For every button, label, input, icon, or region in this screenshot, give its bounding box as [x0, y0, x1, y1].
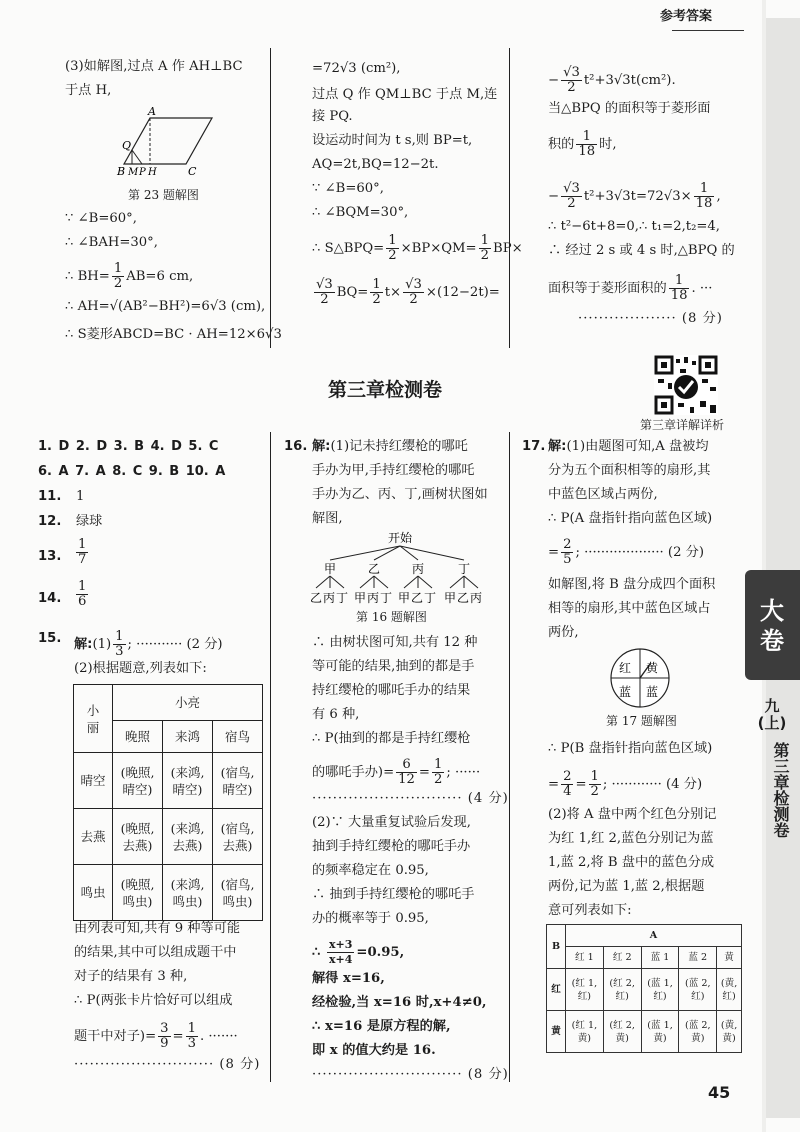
- table-header: 小亮: [113, 685, 263, 721]
- table-header: A: [566, 925, 742, 947]
- answer-11: 1: [76, 489, 85, 504]
- label-h: H: [148, 167, 157, 178]
- page-edge: [766, 18, 800, 1118]
- disk-b-figure: [608, 646, 672, 710]
- figure-caption: 第 16 题解图: [356, 610, 427, 624]
- text-line: ∴ AH=√(AB²−BH²)=6√3 (cm),: [65, 299, 266, 314]
- text-line: 解:(1)由题图可知,A 盘被均: [548, 439, 709, 454]
- answer-12: 绿球: [76, 514, 103, 529]
- tree-node: 丁: [458, 562, 471, 576]
- qr-code: [654, 355, 718, 415]
- segment-qp: [132, 150, 142, 164]
- table-cell: (蓝 1, 红): [641, 969, 679, 1011]
- fraction: $\frac{6}{12}$: [398, 757, 415, 787]
- side-tab-main: [745, 570, 800, 680]
- text-line: 解:(1) $\frac{1}{3}$ ; ··········· (2 分): [74, 629, 223, 659]
- text-line: 意可列表如下:: [548, 903, 632, 918]
- table-cell: (蓝 2, 红): [679, 969, 717, 1011]
- text-line: AQ=2t,BQ=12−2t.: [312, 157, 439, 172]
- side-grade: 九(上): [757, 697, 787, 732]
- text-line: =72√3 (cm²),: [312, 61, 401, 76]
- text-line: 经检验,当 x=16 时,x+4≠0,: [312, 995, 487, 1010]
- text-line: ∴ 抽到手持红缨枪的哪吒手: [312, 887, 475, 902]
- answer-14: [74, 580, 90, 609]
- table-17: [546, 924, 742, 1053]
- fraction: $\frac{1}{3}$: [115, 629, 124, 659]
- label-b: B: [117, 165, 126, 178]
- text-line: 有 6 种,: [312, 707, 360, 722]
- table-col-header: 红 2: [603, 947, 641, 969]
- side-section: 第三章检测卷: [771, 742, 790, 838]
- table-cell: (红 1, 红): [566, 969, 604, 1011]
- fraction: $\frac{1}{2}$: [372, 277, 381, 307]
- table-cell: (晚照, 去燕): [113, 809, 163, 865]
- fraction: $\frac{3}{9}$: [160, 1021, 169, 1051]
- text-line: ∴ x=16 是原方程的解,: [312, 1019, 451, 1034]
- text-line: 持红缨枪的哪吒手办的结果: [312, 683, 471, 698]
- text-line: ∴ P(A 盘指针指向蓝色区域): [548, 511, 713, 526]
- page-edge-shadow: [762, 0, 766, 1132]
- table-cell: (宿鸟, 去燕): [213, 809, 263, 865]
- sector-label: 黄: [646, 661, 659, 675]
- fraction: $\frac{1}{18}$: [578, 129, 596, 159]
- fraction: $\frac{1}{3}$: [187, 1021, 196, 1051]
- table-row-header: 晴空: [74, 753, 113, 809]
- text-line: ∴ P(两张卡片恰好可以组成: [74, 993, 233, 1008]
- text-line: 面积等于菱形面积的 $\frac{1}{18}$ . ···: [548, 273, 713, 303]
- chapter-title: 第三章检测卷: [328, 379, 443, 401]
- fraction: $\frac{1}{2}$: [433, 757, 443, 787]
- question-number: 11.: [38, 489, 62, 504]
- figure-caption: 第 23 题解图: [128, 188, 199, 202]
- table-cell: (红 2, 黄): [603, 1011, 641, 1053]
- text-line: 设运动时间为 t s,则 BP=t,: [312, 133, 473, 148]
- text-line: ∴ S菱形ABCD=BC · AH=12×6√3: [65, 327, 282, 342]
- column-divider: [509, 432, 510, 1082]
- fraction: $\frac{2}{5}$: [563, 537, 572, 567]
- text-line: = $\frac{2}{5}$ ; ··················· (2 分): [548, 537, 704, 567]
- tree-node: 乙: [368, 562, 381, 576]
- text-line: 即 x 的值大约是 16.: [312, 1043, 436, 1058]
- table-cell: (晚照, 晴空): [113, 753, 163, 809]
- text-line: 解:(1)记未持红缨枪的哪吒: [312, 439, 468, 454]
- table-cell: (来鸿, 鸣虫): [163, 865, 213, 921]
- tree-diagram-16: [302, 528, 498, 616]
- text-line: 题干中对子)= $\frac{3}{9}$ = $\frac{1}{3}$ . ·······: [74, 1021, 238, 1051]
- table-col-header: 蓝 1: [641, 947, 679, 969]
- text-line: 的频率稳定在 0.95,: [312, 863, 429, 878]
- table-cell: (来鸿, 晴空): [163, 753, 213, 809]
- question-number: 16.: [284, 439, 308, 454]
- text-line: 办的概率等于 0.95,: [312, 911, 429, 926]
- column-divider: [509, 48, 510, 348]
- text-line: ∴ P(抽到的都是手持红缨枪: [312, 731, 471, 746]
- label-q: Q: [122, 139, 132, 152]
- table-cell: (蓝 1, 黄): [641, 1011, 679, 1053]
- fraction: $\frac{√3}{2}$: [563, 181, 580, 211]
- sector-label: 红: [619, 661, 632, 675]
- table-col-header: 红 1: [566, 947, 604, 969]
- table-cell: (黄, 黄): [717, 1011, 742, 1053]
- text-line: 相等的扇形,其中蓝色区域占: [548, 601, 711, 616]
- table-row: [547, 1011, 742, 1053]
- text-line: 手办为乙、丙、丁,画树状图如: [312, 487, 488, 502]
- answers-row-2: 6. A 7. A 8. C 9. B 10. A: [38, 464, 226, 479]
- text-line: $\frac{√3}{2}$ BQ= $\frac{1}{2}$ t× $\frac{√3}{2}$ ×(12−2t)=: [316, 277, 500, 307]
- text-line: 对子的结果有 3 种,: [74, 969, 188, 984]
- text-line: ∴ 经过 2 s 或 4 s 时,△BPQ 的: [548, 243, 735, 258]
- text-line: 接 PQ.: [312, 109, 353, 124]
- answer-13: [74, 538, 90, 567]
- header-rule: [672, 30, 744, 31]
- table-cell: (晚照, 鸣虫): [113, 865, 163, 921]
- qr-caption: 第三章详解详析: [640, 418, 725, 432]
- tree-root: 开始: [388, 531, 413, 545]
- text-line: − $\frac{√3}{2}$ t²+3√3t(cm²).: [548, 65, 676, 95]
- tree-leaves: 甲乙丁: [398, 591, 438, 605]
- table-cell: (宿鸟, 鸣虫): [213, 865, 263, 921]
- text-line: (2)根据题意,列表如下:: [74, 661, 207, 676]
- table-corner: 小 丽: [74, 685, 113, 753]
- table-15: [73, 684, 263, 921]
- table-cell: (宿鸟, 晴空): [213, 753, 263, 809]
- table-cell: (来鸿, 去燕): [163, 809, 213, 865]
- table-row: [547, 969, 742, 1011]
- text-line: 中蓝色区域占两份,: [548, 487, 658, 502]
- table-row-header: 黄: [547, 1011, 566, 1053]
- text-line: 由列表可知,共有 9 种等可能: [74, 921, 241, 936]
- text-line: 的哪吒手办)= $\frac{6}{12}$ = $\frac{1}{2}$ ; ······: [312, 757, 481, 787]
- table-col-header: 宿鸟: [213, 721, 263, 753]
- page-number: 45: [708, 1083, 731, 1102]
- fraction: $\frac{1}{2}$: [113, 261, 123, 291]
- table-row: [74, 753, 263, 809]
- label-c: C: [188, 165, 197, 178]
- tree-node: 甲: [324, 562, 337, 576]
- answers-row-1: 1. D 2. D 3. B 4. D 5. C: [38, 439, 219, 454]
- text-line: 手办为甲,手持红缨枪的哪吒: [312, 463, 475, 478]
- question-number: 15.: [38, 631, 62, 646]
- table-cell: (黄, 红): [717, 969, 742, 1011]
- text-line: 于点 H,: [65, 83, 112, 98]
- text-line: 的结果,其中可以组成题干中: [74, 945, 237, 960]
- table-cell: (红 2, 红): [603, 969, 641, 1011]
- column-divider: [270, 432, 271, 1082]
- tree-node: 丙: [412, 562, 425, 576]
- table-row: [74, 865, 263, 921]
- tree-branch: [330, 546, 400, 560]
- table-row-header: 红: [547, 969, 566, 1011]
- text-line: ∴ $\frac{x+3}{x+4}$ =0.95,: [312, 938, 405, 966]
- text-line: 积的 $\frac{1}{18}$ 时,: [548, 129, 617, 159]
- text-line: (2)∵ 大量重复试验后发现,: [312, 815, 471, 830]
- text-line: ∴ t²−6t+8=0,∴ t₁=2,t₂=4,: [548, 219, 720, 234]
- table-cell: (红 1, 黄): [566, 1011, 604, 1053]
- table-col-header: 蓝 2: [679, 947, 717, 969]
- question-number: 14.: [38, 591, 62, 606]
- label-m: M: [128, 167, 139, 178]
- question-number: 17.: [522, 439, 546, 454]
- text-line: ∴ BH= $\frac{1}{2}$ AB=6 cm,: [65, 261, 194, 291]
- question-number: 12.: [38, 514, 62, 529]
- text-line: − $\frac{√3}{2}$ t²+3√3t=72√3× $\frac{1}{18}$ ,: [548, 181, 721, 211]
- score-line: ····························· (8 分): [312, 1067, 509, 1082]
- table-col-header: 黄: [717, 947, 742, 969]
- text-line: ∴ 由树状图可知,共有 12 种: [312, 635, 478, 650]
- text-line: 抽到手持红缨枪的哪吒手办: [312, 839, 471, 854]
- text-line: 解图,: [312, 511, 343, 526]
- text-line: ∴ ∠BAH=30°,: [65, 235, 158, 250]
- tree-leaves: 甲丙丁: [354, 591, 394, 605]
- score-line: ····························· (4 分): [312, 791, 509, 806]
- text-line: ∴ P(B 盘指针指向蓝色区域): [548, 741, 713, 756]
- fraction: $\frac{1}{2}$: [388, 233, 397, 263]
- figure-caption: 第 17 题解图: [606, 714, 677, 728]
- text-line: (2)将 A 盘中两个红色分别记: [548, 807, 717, 822]
- table-row-header: 鸣虫: [74, 865, 113, 921]
- label-p: P: [139, 167, 146, 178]
- question-number: 13.: [38, 549, 62, 564]
- fraction: $\frac{1}{7}$: [78, 537, 87, 567]
- tree-leaves: 乙丙丁: [310, 591, 350, 605]
- fraction: $\frac{√3}{2}$: [563, 65, 580, 95]
- fraction: $\frac{√3}{2}$: [316, 277, 333, 307]
- text-line: 为红 1,红 2,蓝色分别记为蓝: [548, 831, 714, 846]
- text-line: 两份,: [548, 625, 579, 640]
- text-line: ∵ ∠B=60°,: [312, 181, 384, 196]
- table-col-header: 来鸿: [163, 721, 213, 753]
- text-line: ∴ S△BPQ= $\frac{1}{2}$ ×BP×QM= $\frac{1}{2}$ BP×: [312, 233, 523, 263]
- text-line: 等可能的结果,抽到的都是手: [312, 659, 475, 674]
- tree-leaves: 甲乙丙: [444, 591, 484, 605]
- text-line: (3)如解图,过点 A 作 AH⊥BC: [65, 59, 243, 74]
- table-row-header: 去燕: [74, 809, 113, 865]
- fraction: $\frac{2}{4}$: [563, 769, 572, 799]
- fraction: $\frac{x+3}{x+4}$: [328, 938, 353, 966]
- table-col-header: 晚照: [113, 721, 163, 753]
- fraction: $\frac{1}{2}$: [480, 233, 489, 263]
- score-line: ··················· (8 分): [578, 311, 723, 326]
- text-line: = $\frac{2}{4}$ = $\frac{1}{2}$ ; ············ (4 分): [548, 769, 703, 799]
- fraction: $\frac{1}{18}$: [695, 181, 713, 211]
- text-line: 两份,记为蓝 1,蓝 2,根据题: [548, 879, 705, 894]
- fraction: $\frac{1}{2}$: [590, 769, 599, 799]
- sector-label: 蓝: [619, 685, 632, 699]
- text-line: 如解图,将 B 盘分成四个面积: [548, 577, 716, 592]
- text-line: 过点 Q 作 QM⊥BC 于点 M,连: [312, 87, 498, 102]
- fraction: $\frac{1}{18}$: [670, 273, 688, 303]
- score-line: ··························· (8 分): [74, 1057, 261, 1072]
- header-title: 参考答案: [660, 9, 713, 24]
- rhombus-figure-23: [108, 104, 234, 188]
- fraction: $\frac{√3}{2}$: [405, 277, 422, 307]
- sector-label: 蓝: [646, 685, 659, 699]
- text-line: ∴ ∠BQM=30°,: [312, 205, 409, 220]
- fraction: $\frac{1}{6}$: [78, 579, 87, 609]
- side-tab-label: 大卷: [760, 597, 784, 655]
- table-corner: B: [547, 925, 566, 969]
- table-cell: (蓝 2, 黄): [679, 1011, 717, 1053]
- text-line: 当△BPQ 的面积等于菱形面: [548, 101, 711, 116]
- table-row: [74, 809, 263, 865]
- text-line: 分为五个面积相等的扇形,其: [548, 463, 711, 478]
- label-a: A: [148, 105, 156, 118]
- text-line: 1,蓝 2,将 B 盘中的蓝色分成: [548, 855, 715, 870]
- column-divider: [270, 48, 271, 348]
- text-line: 解得 x=16,: [312, 971, 385, 986]
- text-line: ∵ ∠B=60°,: [65, 211, 137, 226]
